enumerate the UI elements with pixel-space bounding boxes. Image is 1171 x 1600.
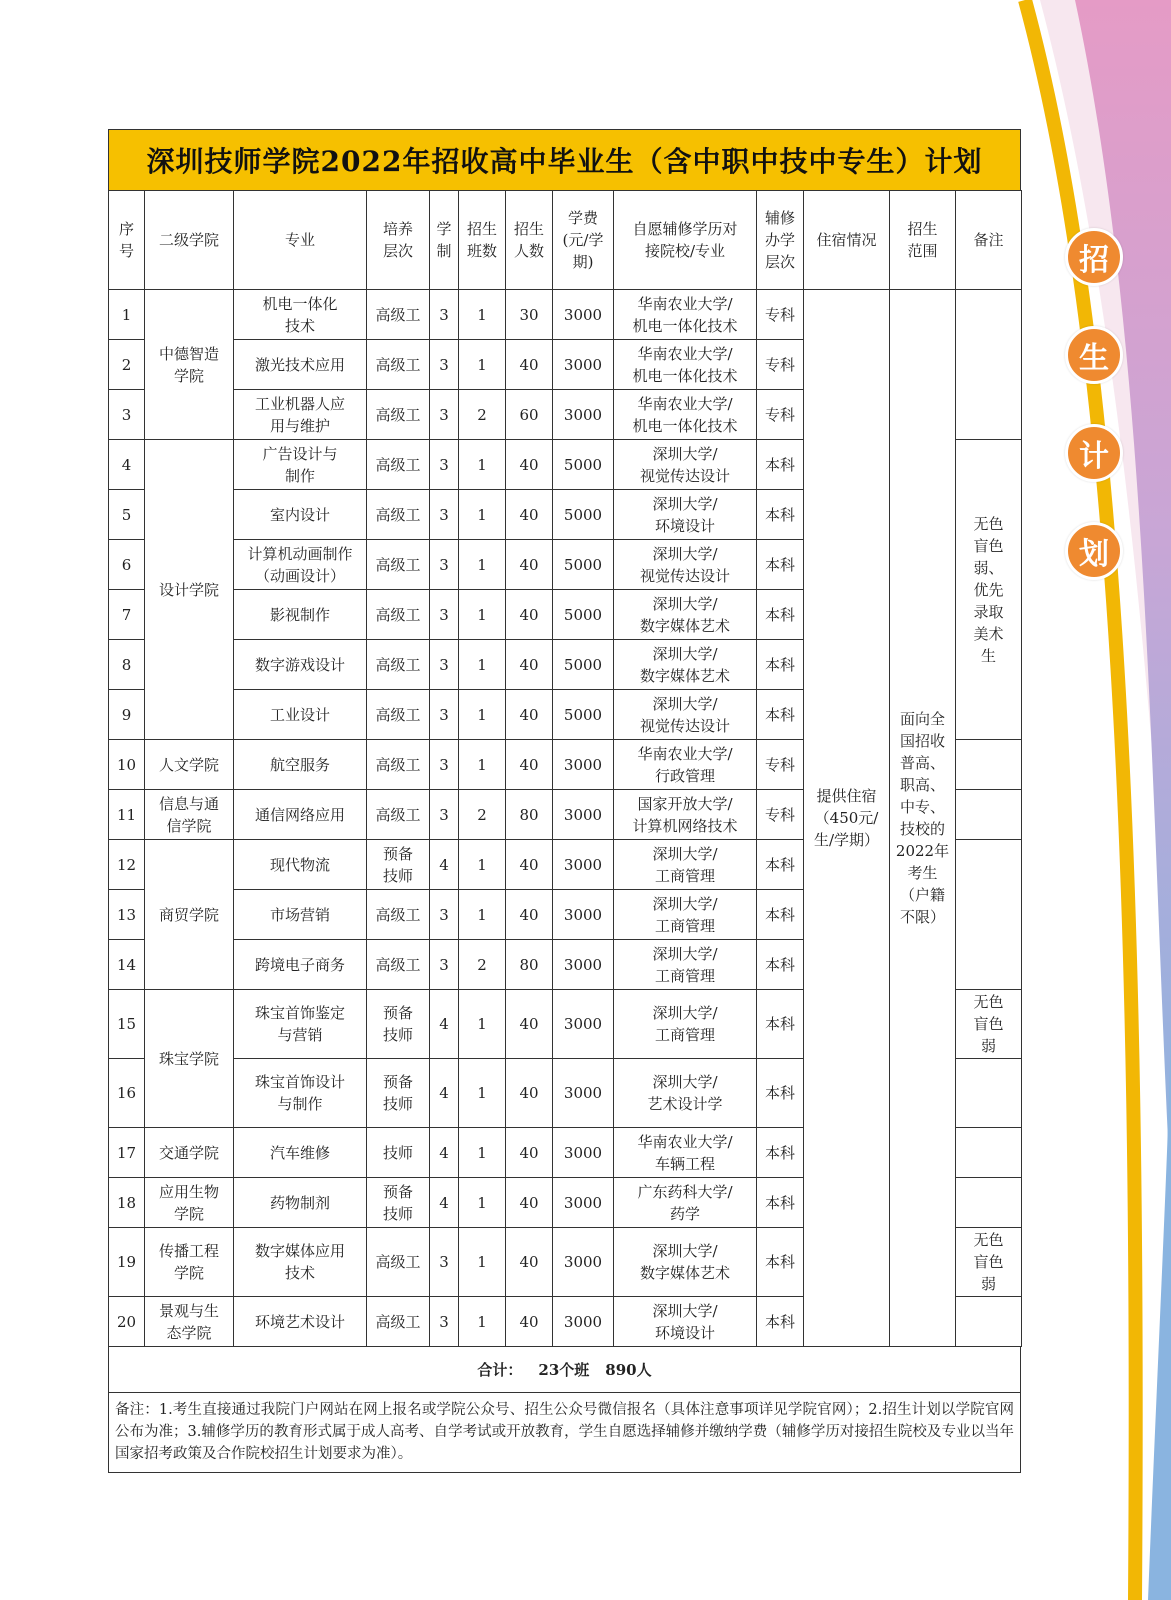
cell-years: 3 xyxy=(430,690,459,740)
cell-years: 3 xyxy=(430,440,459,490)
cell-remark xyxy=(956,1178,1022,1228)
cell-level: 高级工 xyxy=(367,790,430,840)
cell-college: 人文学院 xyxy=(145,740,234,790)
cell-college: 信息与通 信学院 xyxy=(145,790,234,840)
header-lodging: 住宿情况 xyxy=(804,191,890,290)
cell-years: 4 xyxy=(430,990,459,1059)
cell-count: 40 xyxy=(506,1059,553,1128)
header-classes: 招生 班数 xyxy=(459,191,506,290)
cell-degree: 本科 xyxy=(757,440,804,490)
cell-major: 跨境电子商务 xyxy=(234,940,367,990)
cell-level: 高级工 xyxy=(367,340,430,390)
cell-partner: 深圳大学/ 艺术设计学 xyxy=(614,1059,757,1128)
cell-years: 4 xyxy=(430,840,459,890)
header-partner: 自愿辅修学历对 接院校/专业 xyxy=(614,191,757,290)
cell-remark xyxy=(956,290,1022,440)
cell-count: 40 xyxy=(506,540,553,590)
cell-major: 汽车维修 xyxy=(234,1128,367,1178)
cell-level: 高级工 xyxy=(367,1228,430,1297)
cell-major: 工业机器人应 用与维护 xyxy=(234,390,367,440)
cell-no: 3 xyxy=(109,390,145,440)
cell-level: 预备 技师 xyxy=(367,840,430,890)
cell-classes: 1 xyxy=(459,640,506,690)
cell-degree: 专科 xyxy=(757,340,804,390)
cell-classes: 1 xyxy=(459,1228,506,1297)
cell-count: 40 xyxy=(506,1228,553,1297)
cell-degree: 本科 xyxy=(757,990,804,1059)
cell-level: 高级工 xyxy=(367,1297,430,1347)
cell-count: 40 xyxy=(506,490,553,540)
header-degree: 辅修 办学 层次 xyxy=(757,191,804,290)
cell-no: 18 xyxy=(109,1178,145,1228)
cell-count: 40 xyxy=(506,1297,553,1347)
cell-partner: 深圳大学/ 数字媒体艺术 xyxy=(614,640,757,690)
cell-classes: 1 xyxy=(459,890,506,940)
table-header-row xyxy=(109,191,1022,290)
cell-fee: 3000 xyxy=(553,940,614,990)
cell-classes: 1 xyxy=(459,1297,506,1347)
cell-no: 14 xyxy=(109,940,145,990)
cell-degree: 本科 xyxy=(757,590,804,640)
cell-level: 预备 技师 xyxy=(367,990,430,1059)
cell-no: 8 xyxy=(109,640,145,690)
admission-plan-sheet xyxy=(108,129,1021,1473)
cell-college: 珠宝学院 xyxy=(145,990,234,1128)
cell-partner: 深圳大学/ 数字媒体艺术 xyxy=(614,590,757,640)
cell-count: 40 xyxy=(506,1178,553,1228)
cell-level: 高级工 xyxy=(367,640,430,690)
cell-no: 20 xyxy=(109,1297,145,1347)
cell-level: 预备 技师 xyxy=(367,1178,430,1228)
cell-scope: 面向全 国招收 普高、 职高、 中专、 技校的 2022年 考生 （户籍 不限） xyxy=(890,290,956,1347)
cell-major: 影视制作 xyxy=(234,590,367,640)
total-classes: 23个班 xyxy=(538,1361,590,1379)
cell-major: 市场营销 xyxy=(234,890,367,940)
side-char-1: 招 xyxy=(1065,228,1123,286)
cell-partner: 华南农业大学/ 行政管理 xyxy=(614,740,757,790)
cell-degree: 专科 xyxy=(757,390,804,440)
cell-degree: 本科 xyxy=(757,1059,804,1128)
cell-count: 30 xyxy=(506,290,553,340)
cell-years: 3 xyxy=(430,1228,459,1297)
cell-fee: 3000 xyxy=(553,390,614,440)
cell-count: 40 xyxy=(506,1128,553,1178)
cell-major: 工业设计 xyxy=(234,690,367,740)
cell-no: 10 xyxy=(109,740,145,790)
cell-major: 航空服务 xyxy=(234,740,367,790)
cell-no: 12 xyxy=(109,840,145,890)
cell-level: 高级工 xyxy=(367,390,430,440)
side-char-4: 划 xyxy=(1065,522,1123,580)
cell-partner: 华南农业大学/ 车辆工程 xyxy=(614,1128,757,1178)
header-major: 专业 xyxy=(234,191,367,290)
cell-classes: 1 xyxy=(459,990,506,1059)
cell-years: 3 xyxy=(430,540,459,590)
cell-partner: 华南农业大学/ 机电一体化技术 xyxy=(614,390,757,440)
cell-major: 药物制剂 xyxy=(234,1178,367,1228)
admission-plan-table xyxy=(108,190,1022,1347)
header-college: 二级学院 xyxy=(145,191,234,290)
cell-years: 3 xyxy=(430,290,459,340)
cell-fee: 5000 xyxy=(553,590,614,640)
cell-classes: 1 xyxy=(459,1128,506,1178)
cell-remark xyxy=(956,740,1022,790)
side-char-2: 生 xyxy=(1065,326,1123,384)
cell-degree: 本科 xyxy=(757,540,804,590)
cell-count: 60 xyxy=(506,390,553,440)
cell-major: 现代物流 xyxy=(234,840,367,890)
header-no: 序 号 xyxy=(109,191,145,290)
cell-no: 17 xyxy=(109,1128,145,1178)
cell-fee: 3000 xyxy=(553,1128,614,1178)
cell-remark: 无色 盲色 弱 xyxy=(956,990,1022,1059)
cell-partner: 华南农业大学/ 机电一体化技术 xyxy=(614,290,757,340)
cell-college: 景观与生 态学院 xyxy=(145,1297,234,1347)
cell-partner: 深圳大学/ 环境设计 xyxy=(614,490,757,540)
cell-classes: 2 xyxy=(459,790,506,840)
cell-classes: 1 xyxy=(459,590,506,640)
cell-fee: 5000 xyxy=(553,640,614,690)
cell-remark xyxy=(956,1128,1022,1178)
cell-partner: 深圳大学/ 视觉传达设计 xyxy=(614,540,757,590)
cell-classes: 1 xyxy=(459,440,506,490)
cell-years: 3 xyxy=(430,890,459,940)
cell-lodging: 提供住宿 （450元/ 生/学期） xyxy=(804,290,890,1347)
cell-major: 珠宝首饰鉴定 与营销 xyxy=(234,990,367,1059)
cell-partner: 深圳大学/ 数字媒体艺术 xyxy=(614,1228,757,1297)
cell-degree: 本科 xyxy=(757,890,804,940)
cell-fee: 5000 xyxy=(553,690,614,740)
cell-no: 5 xyxy=(109,490,145,540)
cell-years: 3 xyxy=(430,340,459,390)
cell-count: 40 xyxy=(506,990,553,1059)
cell-degree: 本科 xyxy=(757,1228,804,1297)
cell-years: 3 xyxy=(430,790,459,840)
cell-degree: 专科 xyxy=(757,740,804,790)
cell-fee: 5000 xyxy=(553,440,614,490)
cell-major: 计算机动画制作 （动画设计） xyxy=(234,540,367,590)
cell-count: 40 xyxy=(506,890,553,940)
cell-years: 3 xyxy=(430,940,459,990)
cell-remark: 无色 盲色 弱、 优先 录取 美术 生 xyxy=(956,440,1022,740)
cell-fee: 3000 xyxy=(553,840,614,890)
cell-level: 高级工 xyxy=(367,890,430,940)
cell-degree: 本科 xyxy=(757,1178,804,1228)
cell-classes: 1 xyxy=(459,840,506,890)
cell-partner: 国家开放大学/ 计算机网络技术 xyxy=(614,790,757,840)
cell-college: 交通学院 xyxy=(145,1128,234,1178)
cell-no: 11 xyxy=(109,790,145,840)
cell-classes: 1 xyxy=(459,690,506,740)
cell-years: 3 xyxy=(430,490,459,540)
cell-partner: 深圳大学/ 工商管理 xyxy=(614,840,757,890)
cell-partner: 深圳大学/ 视觉传达设计 xyxy=(614,440,757,490)
cell-classes: 2 xyxy=(459,940,506,990)
header-scope: 招生 范围 xyxy=(890,191,956,290)
cell-remark xyxy=(956,790,1022,840)
cell-level: 技师 xyxy=(367,1128,430,1178)
cell-classes: 1 xyxy=(459,1178,506,1228)
cell-fee: 3000 xyxy=(553,740,614,790)
cell-no: 1 xyxy=(109,290,145,340)
cell-partner: 深圳大学/ 工商管理 xyxy=(614,890,757,940)
cell-remark: 无色 盲色 弱 xyxy=(956,1228,1022,1297)
cell-classes: 1 xyxy=(459,340,506,390)
cell-fee: 3000 xyxy=(553,340,614,390)
cell-partner: 深圳大学/ 视觉传达设计 xyxy=(614,690,757,740)
total-label: 合计： xyxy=(477,1361,523,1379)
cell-count: 40 xyxy=(506,640,553,690)
cell-classes: 1 xyxy=(459,290,506,340)
cell-major: 广告设计与 制作 xyxy=(234,440,367,490)
header-count: 招生 人数 xyxy=(506,191,553,290)
cell-fee: 3000 xyxy=(553,1059,614,1128)
cell-fee: 3000 xyxy=(553,890,614,940)
cell-level: 高级工 xyxy=(367,940,430,990)
cell-years: 3 xyxy=(430,1297,459,1347)
cell-partner: 广东药科大学/ 药学 xyxy=(614,1178,757,1228)
cell-count: 80 xyxy=(506,790,553,840)
cell-level: 高级工 xyxy=(367,290,430,340)
cell-classes: 1 xyxy=(459,490,506,540)
cell-no: 9 xyxy=(109,690,145,740)
page-title: 深圳技师学院2022年招收高中毕业生（含中职中技中专生）计划 xyxy=(108,129,1021,190)
cell-fee: 3000 xyxy=(553,790,614,840)
cell-degree: 本科 xyxy=(757,640,804,690)
cell-partner: 深圳大学/ 环境设计 xyxy=(614,1297,757,1347)
cell-years: 3 xyxy=(430,740,459,790)
cell-no: 4 xyxy=(109,440,145,490)
cell-fee: 5000 xyxy=(553,540,614,590)
cell-fee: 3000 xyxy=(553,290,614,340)
cell-no: 7 xyxy=(109,590,145,640)
cell-count: 40 xyxy=(506,590,553,640)
notes-text: 备注：1.考生直接通过我院门户网站在网上报名或学院公众号、招生公众号微信报名（具体注意事项详见学院官网）；2.招生计划以学院官网公布为准；3.辅修学历的教育形式属于成人高考、自学考试或开放教育，学生自愿选择辅修并缴纳学费（辅修学历对接招生院校及专业以当年国家招考政策及合作院校招生计划要求为准）。 xyxy=(108,1393,1021,1473)
header-years: 学 制 xyxy=(430,191,459,290)
cell-count: 40 xyxy=(506,740,553,790)
cell-count: 40 xyxy=(506,840,553,890)
cell-degree: 本科 xyxy=(757,840,804,890)
cell-fee: 3000 xyxy=(553,1228,614,1297)
cell-degree: 本科 xyxy=(757,490,804,540)
cell-fee: 5000 xyxy=(553,490,614,540)
cell-level: 高级工 xyxy=(367,540,430,590)
cell-remark xyxy=(956,1297,1022,1347)
cell-fee: 3000 xyxy=(553,990,614,1059)
cell-major: 激光技术应用 xyxy=(234,340,367,390)
cell-college: 商贸学院 xyxy=(145,840,234,990)
cell-degree: 本科 xyxy=(757,690,804,740)
cell-college: 传播工程 学院 xyxy=(145,1228,234,1297)
total-people: 890人 xyxy=(605,1361,652,1379)
cell-no: 13 xyxy=(109,890,145,940)
cell-major: 通信网络应用 xyxy=(234,790,367,840)
cell-degree: 专科 xyxy=(757,290,804,340)
cell-years: 3 xyxy=(430,640,459,690)
cell-major: 数字媒体应用 技术 xyxy=(234,1228,367,1297)
cell-partner: 深圳大学/ 工商管理 xyxy=(614,940,757,990)
cell-no: 2 xyxy=(109,340,145,390)
header-remark: 备注 xyxy=(956,191,1022,290)
header-fee: 学费 (元/学 期) xyxy=(553,191,614,290)
table-body xyxy=(109,290,1022,1347)
cell-degree: 本科 xyxy=(757,940,804,990)
cell-no: 16 xyxy=(109,1059,145,1128)
cell-remark xyxy=(956,840,1022,990)
cell-level: 高级工 xyxy=(367,690,430,740)
cell-major: 珠宝首饰设计 与制作 xyxy=(234,1059,367,1128)
cell-no: 19 xyxy=(109,1228,145,1297)
cell-count: 40 xyxy=(506,340,553,390)
cell-major: 机电一体化 技术 xyxy=(234,290,367,340)
cell-remark xyxy=(956,1059,1022,1128)
cell-college: 应用生物 学院 xyxy=(145,1178,234,1228)
cell-major: 室内设计 xyxy=(234,490,367,540)
table-row xyxy=(109,290,1022,340)
cell-no: 15 xyxy=(109,990,145,1059)
cell-classes: 1 xyxy=(459,740,506,790)
cell-years: 4 xyxy=(430,1128,459,1178)
cell-degree: 专科 xyxy=(757,790,804,840)
cell-years: 4 xyxy=(430,1178,459,1228)
header-level: 培养 层次 xyxy=(367,191,430,290)
cell-level: 预备 技师 xyxy=(367,1059,430,1128)
cell-level: 高级工 xyxy=(367,740,430,790)
cell-count: 40 xyxy=(506,690,553,740)
cell-fee: 3000 xyxy=(553,1297,614,1347)
cell-degree: 本科 xyxy=(757,1297,804,1347)
cell-college: 中德智造 学院 xyxy=(145,290,234,440)
side-char-3: 计 xyxy=(1065,424,1123,482)
cell-classes: 2 xyxy=(459,390,506,440)
cell-classes: 1 xyxy=(459,1059,506,1128)
cell-classes: 1 xyxy=(459,540,506,590)
cell-level: 高级工 xyxy=(367,440,430,490)
cell-count: 40 xyxy=(506,440,553,490)
cell-count: 80 xyxy=(506,940,553,990)
cell-level: 高级工 xyxy=(367,490,430,540)
cell-partner: 深圳大学/ 工商管理 xyxy=(614,990,757,1059)
cell-degree: 本科 xyxy=(757,1128,804,1178)
total-row xyxy=(108,1347,1021,1393)
cell-no: 6 xyxy=(109,540,145,590)
cell-years: 3 xyxy=(430,590,459,640)
cell-major: 环境艺术设计 xyxy=(234,1297,367,1347)
cell-level: 高级工 xyxy=(367,590,430,640)
cell-college: 设计学院 xyxy=(145,440,234,740)
cell-years: 4 xyxy=(430,1059,459,1128)
cell-partner: 华南农业大学/ 机电一体化技术 xyxy=(614,340,757,390)
cell-fee: 3000 xyxy=(553,1178,614,1228)
cell-major: 数字游戏设计 xyxy=(234,640,367,690)
cell-years: 3 xyxy=(430,390,459,440)
